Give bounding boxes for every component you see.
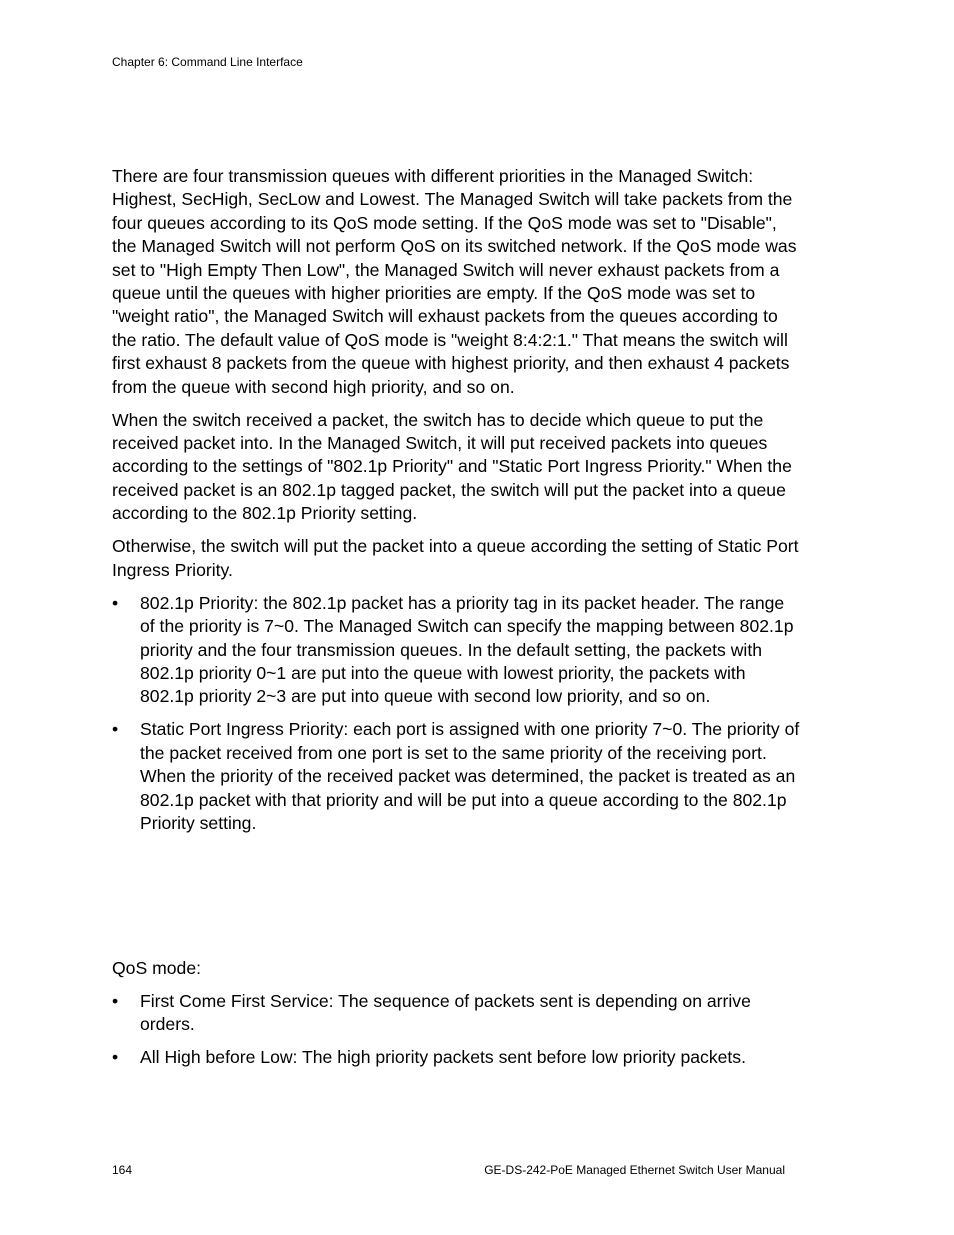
bullet-icon: • [112,592,119,613]
section-qos-overview [112,165,802,845]
list-item-all-high-before-low [112,1046,802,1069]
page-number: 164 [112,1163,133,1177]
paragraph-queue-selection: When the switch received a packet, the switch has to decide which queue to put the received packet into. In the Managed Switch, it will put received packets into queues according to the settings of "802.1p Priority" and "Static Port Ingress Priority." When the received packet is an 802.1p tagged packet, the switch will put the packet into a queue according to the 802.1p Priority setting. [112,409,792,524]
list-item-text: 802.1p Priority: the 802.1p packet has a priority tag in its packet header. The range of the priority is 7~0. The Managed Switch can specify the mapping between 802.1p priority and the four transmission queues. In the default setting, the packets with 802.1p priority 0~1 are put into the queue with lowest priority, the packets with 802.1p priority 2~3 are put into queue with second low priority, and so on. [140,592,794,707]
qos-mode-intro: QoS mode: [112,958,201,978]
list-item-text: Static Port Ingress Priority: each port is assigned with one priority 7~0. The priority of the packet received from one port is set to the same priority of the receiving port. When the priority of the received packet was determined, the packet is treated as an 802.1p packet with that priority and will be put into a queue according to the 802.1p Priority setting. [140,719,800,833]
qos-mode-bullet-list [112,990,802,1070]
paragraph-static-port-ingress: Otherwise, the switch will put the packet into a queue according the setting of Static Port Ingress Priority. [112,536,799,580]
manual-title: GE-DS-242-PoE Managed Ethernet Switch User Manual [484,1163,785,1177]
list-item-8021p-priority [112,592,802,709]
section-qos-mode [112,957,802,1079]
bullet-icon: • [112,1047,119,1068]
bullet-icon: • [112,719,119,740]
running-header: Chapter 6: Command Line Interface [112,55,303,69]
list-item-text: All High before Low: The high priority packets sent before low priority packets. [140,1047,746,1068]
priority-bullet-list [112,592,802,836]
list-item-text: First Come First Service: The sequence of packets sent is depending on arrive orders. [140,991,751,1035]
bullet-icon: • [112,991,119,1011]
paragraph-transmission-queues: There are four transmission queues with different priorities in the Managed Switch: Highest, SecHigh, SecLow and Lowest. The Managed Switch will take packets from the four queues according to its QoS mode setting. If the QoS mode was set to "Disable", the Managed Switch will not perform QoS on its switched network. If the QoS mode was set to "High Empty Then Low", the Managed Switch will never exhaust packets from a queue until the queues with higher priorities are empty. If the QoS mode was set to "weight ratio", the Managed Switch will exhaust packets from the queues according to the ratio. The default value of QoS mode is "weight 8:4:2:1." That means the switch will first exhaust 8 packets from the queue with highest priority, and then exhaust 4 packets from the queue with second high priority, and so on. [112,166,797,397]
list-item-static-port-priority [112,718,802,835]
list-item-first-come-first-service [112,990,802,1037]
